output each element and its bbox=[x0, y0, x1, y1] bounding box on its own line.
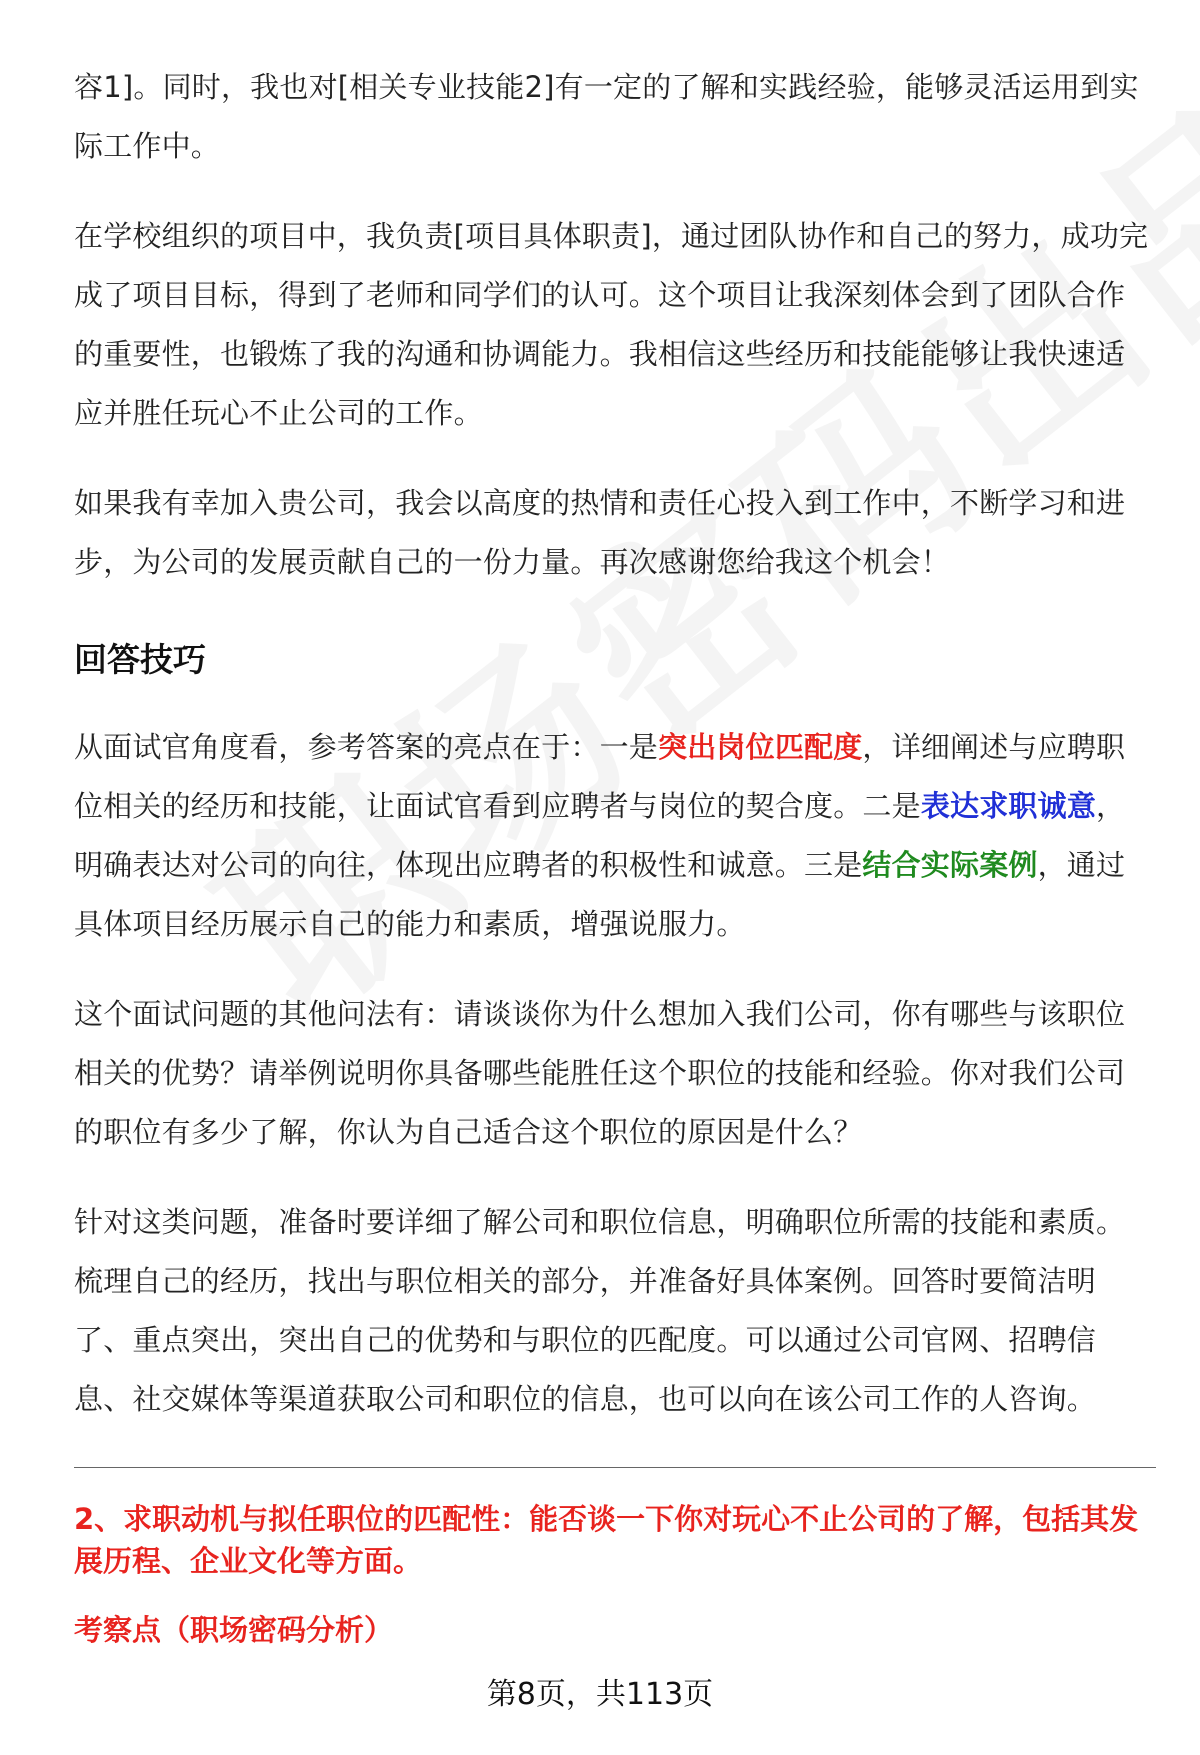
tips-text-3: ，明确表达对公司的向往，体现出应聘者的积极性和诚意。三是 bbox=[74, 789, 1126, 882]
highlight-real-cases: 结合实际案例 bbox=[862, 848, 1038, 882]
paragraph-skills: 容1]。同时，我也对[相关专业技能2]有一定的了解和实践经验，能够灵活运用到实际工作中。 bbox=[74, 70, 1139, 163]
tips-text-2: ，详细阐述与应聘职位相关的经历和技能，让面试官看到应聘者与岗位的契合度。二是 bbox=[74, 730, 1126, 823]
paragraph-other-questions: 这个面试问题的其他问法有：请谈谈你为什么想加入我们公司，你有哪些与该职位相关的优势？请举例说明你具备哪些能胜任这个职位的技能和经验。你对我们公司的职位有多少了解，你认为自己适合这个职位的原因是什么？ bbox=[74, 997, 1126, 1149]
tips-text-4: ，通过具体项目经历展示自己的能力和素质，增强说服力。 bbox=[74, 848, 1126, 941]
page-number: 第8页，共113页 bbox=[486, 1677, 714, 1712]
paragraph-project: 在学校组织的项目中，我负责[项目具体职责]，通过团队协作和自己的努力，成功完成了项目目标，得到了老师和同学们的认可。这个项目让我深刻体会到了团队合作的重要性，也锻炼了我的沟通和协调能力。我相信这些经历和技能能够让我快速适应并胜任玩心不止公司的工作。 bbox=[74, 219, 1149, 430]
paragraph-closing: 如果我有幸加入贵公司，我会以高度的热情和责任心投入到工作中，不断学习和进步，为公司的发展贡献自己的一份力量。再次感谢您给我这个机会！ bbox=[74, 486, 1126, 579]
highlight-job-match: 突出岗位匹配度 bbox=[658, 730, 863, 764]
tips-text-1: 从面试官角度看，参考答案的亮点在于：一是 bbox=[74, 730, 659, 764]
document-body bbox=[74, 58, 1154, 1652]
section-title: 回答技巧 bbox=[74, 640, 206, 679]
paragraph-preparation: 针对这类问题，准备时要详细了解公司和职位信息，明确职位所需的技能和素质。梳理自己的经历，找出与职位相关的部分，并准备好具体案例。回答时要简洁明了、重点突出，突出自己的优势和与职位的匹配度。可以通过公司官网、招聘信息、社交媒体等渠道获取公司和职位的信息，也可以向在该公司工作的人咨询。 bbox=[74, 1205, 1126, 1416]
divider bbox=[74, 1467, 1156, 1468]
highlight-sincerity: 表达求职诚意 bbox=[920, 789, 1097, 823]
paragraph-tips bbox=[74, 718, 1154, 954]
question-heading: 2、求职动机与拟任职位的匹配性：能否谈一下你对玩心不止公司的了解，包括其发展历程、企业文化等方面。 bbox=[74, 1502, 1139, 1578]
analysis-subheading: 考察点（职场密码分析） bbox=[74, 1613, 394, 1647]
